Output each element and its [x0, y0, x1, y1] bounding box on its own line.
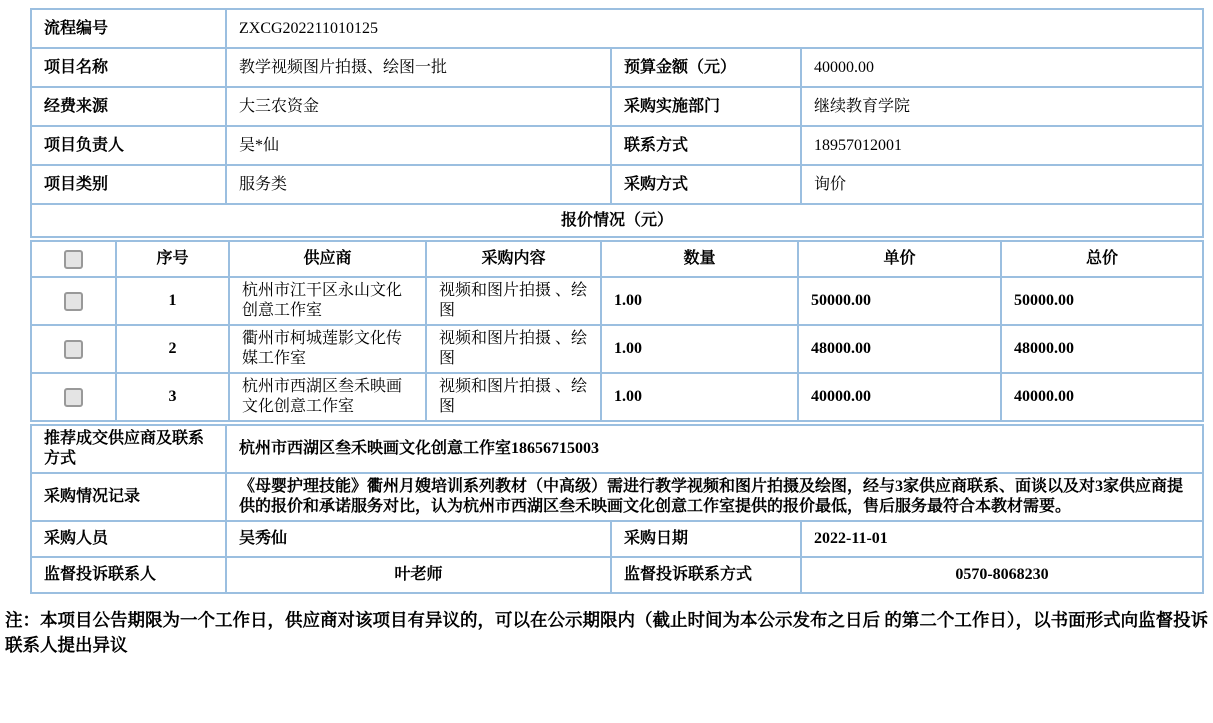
result-table [30, 424, 1204, 594]
row-checkbox[interactable] [64, 388, 83, 407]
quotes-section-title: 报价情况（元） [31, 204, 1203, 237]
purchase-date-label: 采购日期 [611, 521, 801, 557]
supervisor-value: 叶老师 [226, 557, 611, 593]
quote-row [31, 325, 1203, 373]
recommended-supplier-value: 杭州市西湖区叁禾映画文化创意工作室18656715003 [226, 425, 1203, 473]
quote-total-price: 40000.00 [1001, 373, 1203, 421]
flow-no-label: 流程编号 [31, 9, 226, 48]
table-row [31, 473, 1203, 521]
quote-supplier: 衢州市柯城莲影文化传媒工作室 [229, 325, 426, 373]
quote-no: 3 [116, 373, 229, 421]
col-header-total: 总价 [1001, 241, 1203, 277]
col-header-supplier: 供应商 [229, 241, 426, 277]
quote-content: 视频和图片拍摄 、绘图 [426, 277, 601, 325]
table-row [31, 87, 1203, 126]
announcement-note: 注：本项目公告期限为一个工作日，供应商对该项目有异议的，可以在公示期限内（截止时间为本公示发布之日后 的第二个工作日），以书面形式向监督投诉联系人提出异议 [5, 610, 1209, 656]
procurement-record-value: 《母婴护理技能》衢州月嫂培训系列教材（中高级）需进行教学视频和图片拍摄及绘图，经与3家供应商联系、面谈以及对3家供应商提供的报价和承诺服务对比，认为杭州市西湖区叁禾映画文化创意工作室提供的报价最低，售后服务最符合本教材需要。 [226, 473, 1203, 521]
table-row [31, 204, 1203, 237]
quote-unit-price: 50000.00 [798, 277, 1001, 325]
purchase-date-value: 2022-11-01 [801, 521, 1203, 557]
quote-supplier: 杭州市西湖区叁禾映画文化创意工作室 [229, 373, 426, 421]
col-header-qty: 数量 [601, 241, 798, 277]
fund-source-value: 大三农资金 [226, 87, 611, 126]
buyer-label: 采购人员 [31, 521, 226, 557]
row-checkbox[interactable] [64, 292, 83, 311]
quote-content: 视频和图片拍摄 、绘图 [426, 325, 601, 373]
fund-source-label: 经费来源 [31, 87, 226, 126]
table-row [31, 557, 1203, 593]
buyer-value: 吴秀仙 [226, 521, 611, 557]
select-all-cell [31, 241, 116, 277]
quote-total-price: 48000.00 [1001, 325, 1203, 373]
quote-qty: 1.00 [601, 277, 798, 325]
quote-row [31, 373, 1203, 421]
dept-value: 继续教育学院 [801, 87, 1203, 126]
procurement-record-label: 采购情况记录 [31, 473, 226, 521]
row-select-cell [31, 277, 116, 325]
table-row [31, 521, 1203, 557]
category-value: 服务类 [226, 165, 611, 204]
quote-total-price: 50000.00 [1001, 277, 1203, 325]
col-header-content: 采购内容 [426, 241, 601, 277]
table-row [31, 425, 1203, 473]
table-row [31, 165, 1203, 204]
flow-no-value: ZXCG202211010125 [226, 9, 1203, 48]
dept-label: 采购实施部门 [611, 87, 801, 126]
col-header-unit: 单价 [798, 241, 1001, 277]
quote-qty: 1.00 [601, 373, 798, 421]
quote-supplier: 杭州市江干区永山文化创意工作室 [229, 277, 426, 325]
supervisor-contact-value: 0570-8068230 [801, 557, 1203, 593]
recommended-supplier-label: 推荐成交供应商及联系方式 [31, 425, 226, 473]
contact-value: 18957012001 [801, 126, 1203, 165]
procurement-announcement-page [5, 8, 1209, 659]
supervisor-label: 监督投诉联系人 [31, 557, 226, 593]
quotes-header-row [31, 241, 1203, 277]
quote-unit-price: 40000.00 [798, 373, 1001, 421]
quote-unit-price: 48000.00 [798, 325, 1001, 373]
quote-no: 2 [116, 325, 229, 373]
quotes-table [30, 240, 1204, 422]
budget-label: 预算金额（元） [611, 48, 801, 87]
row-checkbox[interactable] [64, 340, 83, 359]
quote-qty: 1.00 [601, 325, 798, 373]
supervisor-contact-label: 监督投诉联系方式 [611, 557, 801, 593]
method-label: 采购方式 [611, 165, 801, 204]
budget-value: 40000.00 [801, 48, 1203, 87]
table-row [31, 126, 1203, 165]
contact-label: 联系方式 [611, 126, 801, 165]
category-label: 项目类别 [31, 165, 226, 204]
project-name-label: 项目名称 [31, 48, 226, 87]
table-row [31, 9, 1203, 48]
quote-row [31, 277, 1203, 325]
project-info-table [30, 8, 1204, 238]
table-row [31, 48, 1203, 87]
leader-value: 吴*仙 [226, 126, 611, 165]
select-all-checkbox[interactable] [64, 250, 83, 269]
quote-content: 视频和图片拍摄 、绘图 [426, 373, 601, 421]
leader-label: 项目负责人 [31, 126, 226, 165]
project-name-value: 教学视频图片拍摄、绘图一批 [226, 48, 611, 87]
row-select-cell [31, 325, 116, 373]
method-value: 询价 [801, 165, 1203, 204]
col-header-no: 序号 [116, 241, 229, 277]
row-select-cell [31, 373, 116, 421]
quote-no: 1 [116, 277, 229, 325]
